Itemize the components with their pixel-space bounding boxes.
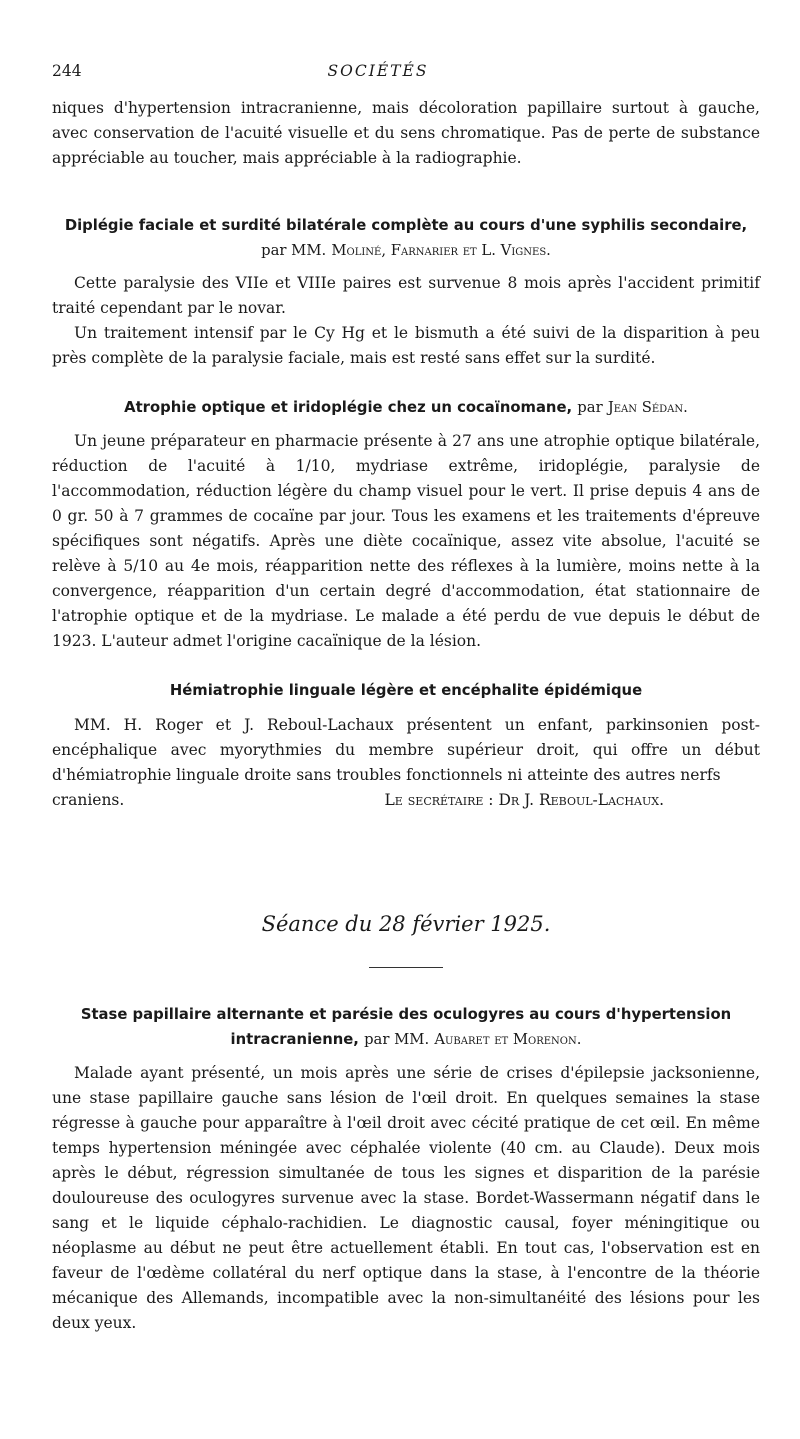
article-paragraph: Malade ayant présenté, un mois après une série de crises d'épilepsie jacksonienne, une stase papillaire gauche sans lésion de l'œil droit. En quelques semaines la stase régresse à gauche pour apparaître à l'œil droit avec cécité pratique de cet œil. En même temps hypertension méningée avec céphalée violente (40 cm. au Claude). Deux mois après le début, régression simultanée de tous les signes et disparition de la parésie douloureuse des oculogyres survenue avec la stase. Bordet-Wassermann négatif dans le sang et le liquide céphalo-rachidien. Le diagnostic causal, foyer méningitique ou néoplasme au début ne peut être actuellement établi. En tout cas, l'observation est en faveur de l'œdème collatéral du nerf optique dans la stase, à l'encontre de la théorie mécanique des Allemands, incompatible avec la non-simultanéité des lésions pour les deux yeux.	[52, 1064, 760, 1332]
journal-title: SOCIÉTÉS	[327, 62, 429, 80]
running-head	[52, 62, 760, 96]
article-title-text: Diplégie faciale et surdité bilatérale complète au cours d'une syphilis secondaire,	[64, 217, 748, 234]
closing-word: craniens.	[52, 791, 125, 809]
byline-prefix: par MM.	[261, 242, 327, 259]
article-paragraph: Un traitement intensif par le Cy Hg et le bismuth a été suivi de la disparition à peu près complète de la paralysie faciale, mais est resté sans effet sur la surdité.	[52, 324, 760, 367]
byline-prefix: par	[577, 399, 603, 416]
intro-paragraph: niques d'hypertension intracranienne, mais décoloration papillaire surtout à gauche, avec conservation de l'acuité visuelle et du sens chromatique. Pas de perte de substance appréciable au toucher, mais appréciable à la radiographie.	[52, 99, 760, 167]
article-authors: Moliné, Farnarier et L. Vignes.	[331, 242, 551, 259]
article-title-diplegie	[52, 213, 760, 263]
byline-prefix: par MM.	[364, 1031, 430, 1048]
article-title-text: Atrophie optique et iridoplégie chez un cocaïnomane,	[124, 399, 573, 416]
page-number: 244	[52, 62, 82, 80]
article-authors: Aubaret et Morenon.	[434, 1031, 582, 1048]
article-title-stase	[52, 1002, 760, 1052]
article-paragraph: Cette paralysie des VIIe et VIIIe paires est survenue 8 mois après l'accident primitif traité cependant par le novar.	[52, 274, 760, 317]
article-title-text: Hémiatrophie linguale légère et encéphalite épidémique	[169, 682, 643, 699]
signature-line	[52, 788, 760, 813]
secretary-signature: Le secrétaire : Dr J. Reboul-Lachaux.	[384, 791, 664, 809]
article-authors: Jean Sédan.	[607, 399, 688, 416]
article-title-text: Stase papillaire alternante et parésie des oculogyres au cours d'hypertension intracranienne,	[80, 1006, 732, 1048]
session-title: Séance du 28 février 1925.	[261, 912, 551, 936]
article-title-atrophie	[52, 395, 760, 420]
article-paragraph: MM. H. Roger et J. Reboul-Lachaux présentent un enfant, parkinsonien post-encéphalique avec myorythmies du membre supérieur droit, qui offre un début d'hémiatrophie linguale droite sans troubles fonctionnels ni atteinte des autres nerfs	[52, 716, 760, 784]
article-paragraph: Un jeune préparateur en pharmacie présente à 27 ans une atrophie optique bilatérale, réduction de l'acuité à 1/10, mydriase extrême, iridoplégie, paralysie de l'accommodation, réduction légère du champ visuel pour le vert. Il prise depuis 4 ans de 0 gr. 50 à 7 grammes de cocaïne par jour. Tous les examens et les traitements d'épreuve spécifiques sont négatifs. Après une diète cocaïnique, assez vite absolue, l'acuité se relève à 5/10 au 4e mois, réapparition nette des réflexes à la lumière, moins nette à la convergence, réapparition d'un certain degré d'accommodation, état stationnaire de l'atrophie optique et de la mydriase. Le malade a été perdu de vue depuis le début de 1923. L'auteur admet l'origine cacaïnique de la lésion.	[52, 432, 760, 650]
article-title-hemiatrophie	[52, 678, 760, 703]
